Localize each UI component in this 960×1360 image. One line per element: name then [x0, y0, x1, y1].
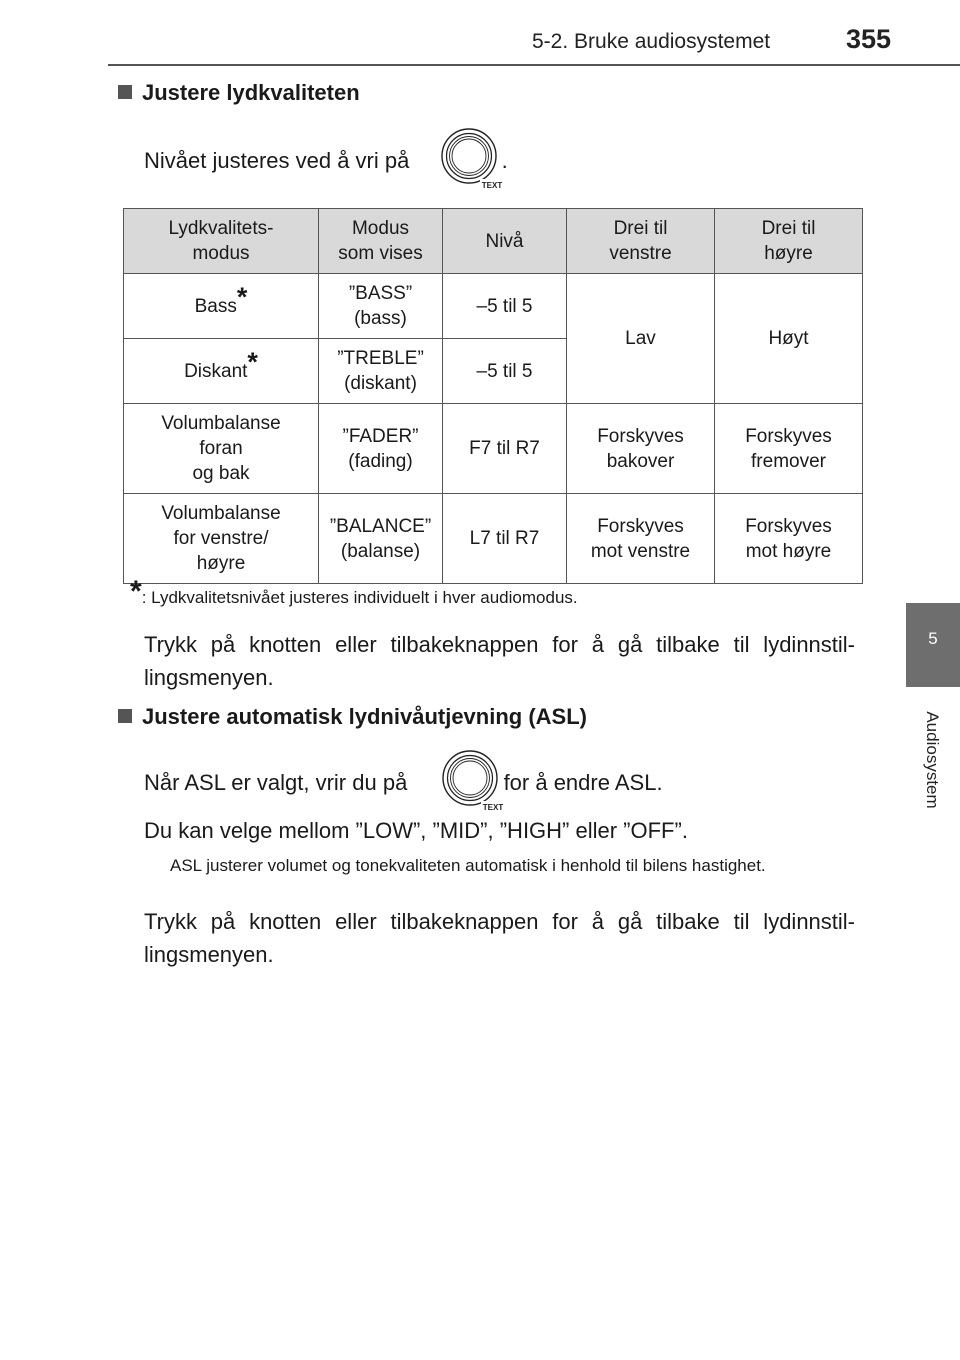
cell-turn-left: Lav — [567, 274, 715, 404]
cell-turn-right: Forskyves fremover — [715, 404, 863, 494]
cell-level: –5 til 5 — [443, 339, 567, 404]
sound-quality-table — [123, 208, 863, 584]
chapter-number: 5 — [928, 629, 938, 648]
chapter-label: Audiosystem — [923, 711, 942, 809]
cell-level: L7 til R7 — [443, 494, 567, 584]
square-bullet-icon — [118, 709, 132, 723]
cell-display: ”FADER” (fading) — [319, 404, 443, 494]
footnote-mark: * — [236, 281, 248, 312]
cell-mode: Bass* — [124, 274, 319, 339]
cell-level: –5 til 5 — [443, 274, 567, 339]
return-instruction-1: Trykk på knotten eller tilbakeknappen for å gå tilbake til lydinnstil- lingsmenyen. — [144, 632, 855, 690]
section-heading-asl — [118, 704, 587, 730]
instruction-asl — [144, 770, 663, 796]
chapter-tab — [906, 603, 960, 687]
footnote-mark: * — [247, 346, 258, 377]
cell-mode: Volumbalanse foran og bak — [124, 404, 319, 494]
col-header-display: Modus som vises — [319, 209, 443, 274]
footnote-text: : Lydkvalitetsnivået justeres individuelt i hver audiomodus. — [141, 588, 578, 607]
section-heading-sound-quality — [118, 80, 360, 106]
cell-turn-right: Forskyves mot høyre — [715, 494, 863, 584]
cell-turn-left: Forskyves bakover — [567, 404, 715, 494]
footnote-asterisk: * — [130, 575, 142, 608]
knob-text-label: TEXT — [482, 803, 504, 812]
cell-mode: Volumbalanse for venstre/ høyre — [124, 494, 319, 584]
instruction-end: for å endre ASL. — [503, 770, 663, 795]
col-header-mode: Lydkvalitets- modus — [124, 209, 319, 274]
cell-mode: Diskant* — [124, 339, 319, 404]
col-header-level: Nivå — [443, 209, 567, 274]
cell-level: F7 til R7 — [443, 404, 567, 494]
page-number: 355 — [846, 24, 892, 54]
knob-text-label: TEXT — [481, 181, 503, 190]
table-row — [124, 404, 863, 494]
cell-display: ”BALANCE” (balanse) — [319, 494, 443, 584]
instruction-text: Nivået justeres ved å vri på — [144, 148, 410, 173]
table-footnote — [130, 575, 578, 608]
asl-note: ASL justerer volumet og tonekvaliteten automatisk i henhold til bilens hastighet. — [170, 856, 766, 875]
header-rule — [108, 64, 960, 66]
table-header-row — [124, 209, 863, 274]
table-row — [124, 274, 863, 339]
asl-choices: Du kan velge mellom ”LOW”, ”MID”, ”HIGH” eller ”OFF”. — [144, 818, 688, 843]
text-knob-icon — [441, 749, 505, 813]
cell-display: ”BASS” (bass) — [319, 274, 443, 339]
header-section-title: 5-2. Bruke audiosystemet — [532, 30, 771, 53]
section-heading-text: Justere lydkvaliteten — [142, 80, 360, 105]
table-row — [124, 494, 863, 584]
square-bullet-icon — [118, 85, 132, 99]
instruction-text: Når ASL er valgt, vrir du på — [144, 770, 408, 795]
text-knob-icon — [440, 127, 504, 191]
col-header-turn-right: Drei til høyre — [715, 209, 863, 274]
instruction-end: . — [501, 148, 508, 173]
col-header-turn-left: Drei til venstre — [567, 209, 715, 274]
cell-turn-left: Forskyves mot venstre — [567, 494, 715, 584]
cell-turn-right: Høyt — [715, 274, 863, 404]
section-heading-text: Justere automatisk lydnivåutjevning (ASL) — [142, 704, 587, 729]
cell-display: ”TREBLE” (diskant) — [319, 339, 443, 404]
return-instruction-2: Trykk på knotten eller tilbakeknappen for å gå tilbake til lydinnstil- lingsmenyen. — [144, 909, 855, 967]
